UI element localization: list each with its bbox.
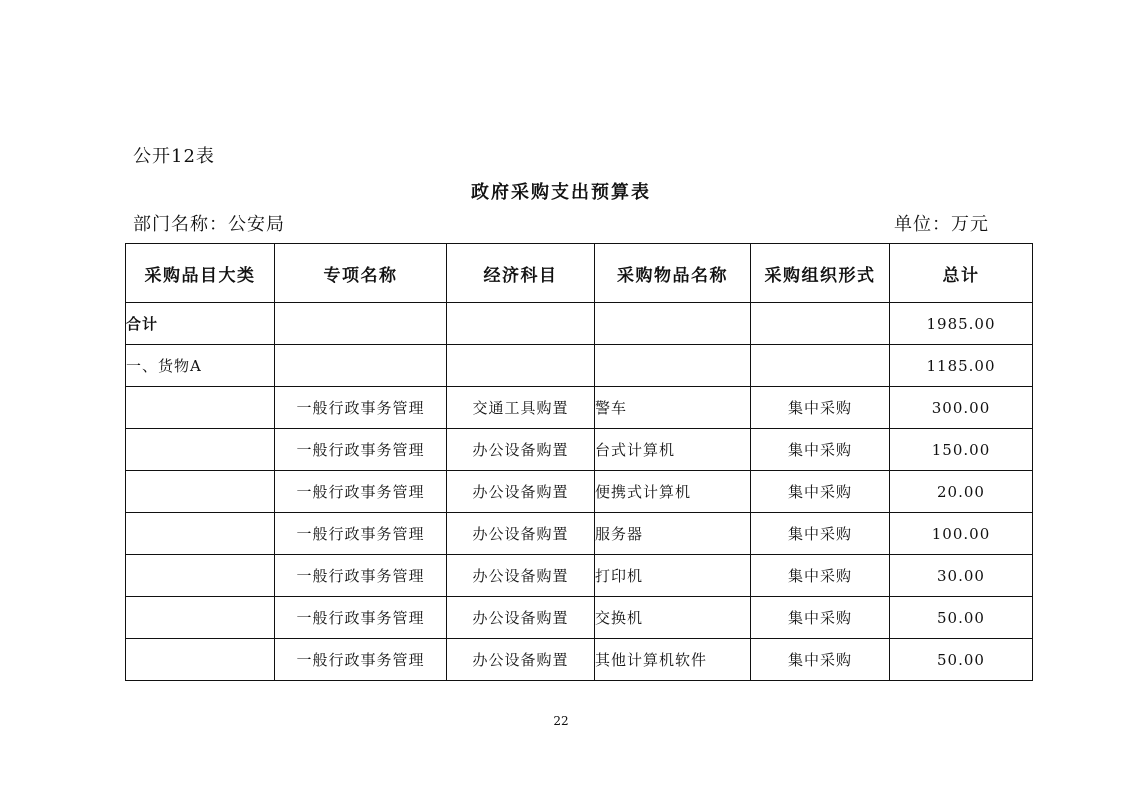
table-row [126,555,1033,597]
cell-category [126,555,275,597]
cell-total: 50.00 [890,597,1033,639]
cell-subject [447,303,595,345]
cell-item: 打印机 [595,555,751,597]
cell-item: 警车 [595,387,751,429]
cell-subject: 办公设备购置 [447,429,595,471]
cell-project: 一般行政事务管理 [275,387,447,429]
cell-method: 集中采购 [751,597,890,639]
cell-category [126,429,275,471]
header-subject: 经济科目 [447,244,595,303]
procurement-budget-table [125,243,1033,681]
cell-item [595,345,751,387]
cell-subject [447,345,595,387]
cell-subject: 办公设备购置 [447,513,595,555]
cell-project: 一般行政事务管理 [275,639,447,681]
cell-method: 集中采购 [751,471,890,513]
table-row-total [126,303,1033,345]
table-row [126,429,1033,471]
table-row [126,387,1033,429]
header-method: 采购组织形式 [751,244,890,303]
header-project: 专项名称 [275,244,447,303]
cell-total: 100.00 [890,513,1033,555]
table-row [126,597,1033,639]
cell-method: 集中采购 [751,555,890,597]
cell-item: 台式计算机 [595,429,751,471]
cell-item: 其他计算机软件 [595,639,751,681]
cell-project: 一般行政事务管理 [275,555,447,597]
cell-total: 150.00 [890,429,1033,471]
cell-method: 集中采购 [751,429,890,471]
cell-project: 一般行政事务管理 [275,429,447,471]
cell-method [751,345,890,387]
cell-project: 一般行政事务管理 [275,471,447,513]
header-category: 采购品目大类 [126,244,275,303]
cell-project [275,345,447,387]
cell-category: 合计 [126,303,275,345]
cell-method [751,303,890,345]
cell-total: 1185.00 [890,345,1033,387]
cell-category [126,513,275,555]
cell-total: 20.00 [890,471,1033,513]
department-name: 部门名称：公安局 [133,214,285,235]
table-row-goods [126,345,1033,387]
cell-item: 交换机 [595,597,751,639]
table-row [126,471,1033,513]
cell-total: 50.00 [890,639,1033,681]
cell-method: 集中采购 [751,387,890,429]
cell-category [126,471,275,513]
document-title: 政府采购支出预算表 [471,182,651,203]
unit-label: 单位：万元 [894,214,989,235]
cell-category [126,639,275,681]
page-number: 22 [553,714,569,728]
cell-method: 集中采购 [751,513,890,555]
table-header-row [126,244,1033,303]
cell-total: 300.00 [890,387,1033,429]
cell-item: 便携式计算机 [595,471,751,513]
cell-subject: 办公设备购置 [447,555,595,597]
cell-project: 一般行政事务管理 [275,513,447,555]
cell-project [275,303,447,345]
cell-category: 一、货物A [126,345,275,387]
cell-subject: 交通工具购置 [447,387,595,429]
cell-method: 集中采购 [751,639,890,681]
cell-item [595,303,751,345]
cell-category [126,597,275,639]
header-total: 总计 [890,244,1033,303]
cell-category [126,387,275,429]
cell-subject: 办公设备购置 [447,639,595,681]
table-row [126,639,1033,681]
cell-project: 一般行政事务管理 [275,597,447,639]
cell-item: 服务器 [595,513,751,555]
document-label: 公开12表 [133,146,215,167]
cell-subject: 办公设备购置 [447,471,595,513]
table-row [126,513,1033,555]
header-item: 采购物品名称 [595,244,751,303]
cell-total: 30.00 [890,555,1033,597]
cell-total: 1985.00 [890,303,1033,345]
cell-subject: 办公设备购置 [447,597,595,639]
